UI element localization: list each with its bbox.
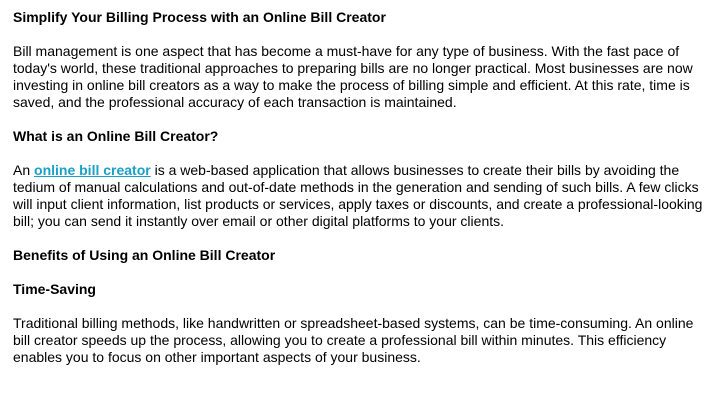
spacer	[13, 111, 707, 128]
section-heading-what-is: What is an Online Bill Creator?	[13, 128, 219, 144]
spacer	[13, 264, 707, 281]
definition-prefix: An	[13, 162, 35, 178]
spacer	[13, 230, 707, 247]
definition-paragraph	[13, 162, 707, 230]
online-bill-creator-link[interactable]: online bill creator	[34, 162, 151, 178]
spacer	[13, 26, 707, 43]
spacer	[13, 145, 707, 162]
section-heading-benefits: Benefits of Using an Online Bill Creator	[13, 247, 276, 263]
intro-paragraph: Bill management is one aspect that has become a must-have for any type of business. With the fast pace of today's world, these traditional approaches to preparing bills are no longer practical. Most businesses are now investing in online bill creators as a way to make the process of billing simple and efficient. At this rate, time is saved, and the professional accuracy of each transaction is maintained.	[13, 43, 693, 110]
document-page	[13, 9, 707, 366]
time-saving-paragraph: Traditional billing methods, like handwritten or spreadsheet-based systems, can be time-consuming. An online bill creator speeds up the process, allowing you to create a professional bill within minutes. This efficiency enables you to focus on other important aspects of your business.	[13, 315, 694, 365]
section-heading-time-saving: Time-Saving	[13, 281, 96, 297]
spacer	[13, 298, 707, 315]
definition-suffix: is a web-based application that allows businesses to create their bills by avoiding the tedium of manual calculations and out-of-date methods in the generation and sending of such bills. A few clicks will input client information, list products or services, apply taxes or discounts, and create a professional-looking bill; you can send it instantly over email or other digital platforms to your clients.	[13, 162, 703, 229]
document-title: Simplify Your Billing Process with an Online Bill Creator	[13, 9, 386, 25]
